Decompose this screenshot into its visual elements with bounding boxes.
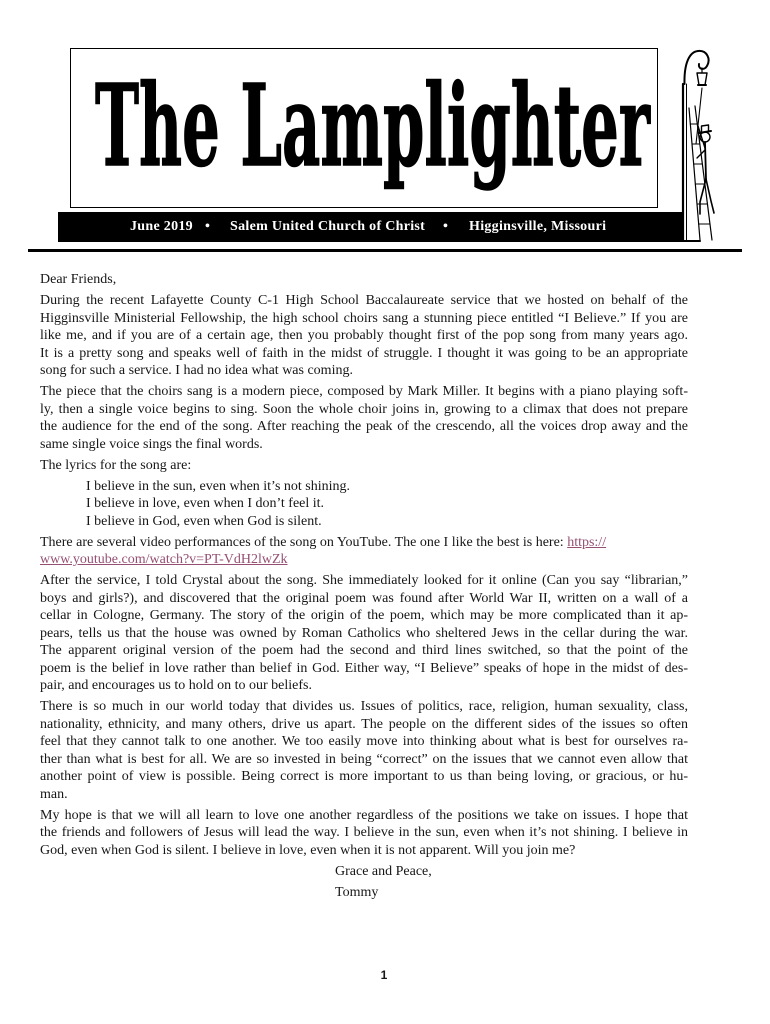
pastor-letter: [40, 271, 688, 905]
paragraph-line: pears, tells us that the house was owned by Roman Catholics who sheltered Jews in the cellar during the war.: [40, 625, 688, 641]
youtube-link[interactable]: https://: [567, 534, 607, 550]
paragraph-line: nationality, ethnicity, and many others, drive us apart. The people on the different sides of the issues so often: [40, 716, 688, 732]
signature-block: [335, 884, 688, 902]
lyric-line: I believe in the sun, even when it’s not shining.: [86, 478, 351, 494]
paragraph: [40, 534, 688, 569]
greeting: Dear Friends,: [40, 272, 117, 287]
paragraph-line: [40, 534, 688, 552]
separator-bullet: •: [205, 219, 211, 234]
paragraph-line: It is a pretty song and speaks well of faith in the midst of struggle. I thought it was going to be an appropriate: [40, 345, 688, 361]
paragraph-line: The lyrics for the song are:: [40, 457, 192, 473]
paragraph-line: boys and girls?), and discovered that the original poem was found after World War II, written on a wall of a: [40, 590, 688, 606]
youtube-link[interactable]: www.youtube.com/watch?v=PT-VdH2lwZk: [40, 552, 288, 567]
paragraph-line: cellar in Cologne, Germany. The story of the origin of the poem, which may be more complicated than it ap-: [40, 608, 688, 623]
text-span: There are several video performances of the song on YouTube. The one I like the best is here:: [40, 534, 568, 550]
sign-off: [335, 863, 688, 881]
closing: Grace and Peace,: [335, 863, 432, 879]
newsletter-title-text: The Lamplighter: [95, 61, 652, 192]
paragraph-line: the friends and followers of Jesus will lead the way. I believe in the sun, even when it’s not shining. I believe in: [40, 825, 688, 840]
paragraph: [40, 698, 688, 803]
issue-date: June 2019: [130, 219, 193, 234]
page-number: 1: [380, 968, 388, 982]
paragraph-line: [40, 551, 688, 569]
separator-bullet: •: [443, 219, 449, 234]
issue-info-bar: [58, 212, 683, 242]
church-location: Higginsville, Missouri: [469, 219, 607, 234]
paragraph-line: poem is the belief in love rather than belief in God. Either way, “I Believe” speaks of hope in the midst of des-: [40, 660, 688, 676]
church-name: Salem United Church of Christ: [230, 219, 426, 234]
paragraph: [40, 383, 688, 453]
paragraph-line: There is so much in our world today that divides us. Issues of politics, race, religion, human sexuality, class,: [40, 699, 688, 714]
paragraph: [40, 572, 688, 695]
paragraph-line: same single voice sings the final words.: [40, 436, 263, 452]
lyrics-block: [86, 478, 688, 531]
paragraph-line: the audience for the end of the song. After reaching the peak of the crescendo, all the voices drop away and the: [40, 419, 688, 434]
lyric-line: I believe in God, even when God is silent.: [86, 513, 322, 529]
paragraph-line: like me, and if you are of a certain age, then you probably thought first of the pop song from many years ago.: [40, 328, 688, 343]
paragraph-line: another point of view is possible. Being correct is more important to us than being loving, or gracious, or hu-: [40, 769, 688, 784]
paragraph-line: Higginsville Ministerial Fellowship, the high school choirs sang a stunning piece entitled “I Believe.” If you are: [40, 310, 688, 326]
paragraph-line: pair, and encourages us to hold on to our beliefs.: [40, 678, 312, 693]
signature: Tommy: [335, 884, 379, 900]
paragraph-line: feel that they cannot talk to one another. We too easily move into thinking about what is best for ourselves ra-: [40, 734, 688, 749]
paragraph-line: God, even when God is silent. I believe in love, even when it is not apparent. Will you join me?: [40, 842, 576, 858]
lantern: [697, 68, 707, 85]
lyric-line: I believe in love, even when I don’t feel it.: [86, 496, 325, 511]
header-divider: [28, 249, 742, 252]
paragraph: [40, 807, 688, 860]
lamplighter-figure: [696, 88, 714, 214]
paragraph: [40, 292, 688, 380]
paragraph-line: The apparent original version of the poem had the second and third lines switched, so that the point of the: [40, 643, 688, 658]
paragraph: [40, 457, 688, 475]
paragraph-line: My hope is that we will all learn to love one another regardless of the positions we take on issues. I hope that: [40, 807, 688, 823]
paragraph-line: ther than what is best for all. We are so invested in being “correct” on the issues that we cannot even allow that: [40, 751, 688, 767]
paragraph-line: song for such a service. I had no idea what was coming.: [40, 363, 353, 378]
paragraph-line: During the recent Lafayette County C-1 High School Baccalaureate service that we hosted on behalf of the: [40, 293, 688, 308]
greeting-paragraph: [40, 271, 688, 289]
newsletter-title: [70, 48, 658, 208]
paragraph-line: ly, then a single voice begins to sing. Soon the whole choir joins in, growing to a climax that does not prepare: [40, 401, 688, 417]
paragraph-line: After the service, I told Crystal about the song. She immediately looked for it online (Can you say “librarian,”: [40, 573, 688, 588]
paragraph-line: man.: [40, 786, 68, 802]
paragraph-line: The piece that the choirs sang is a modern piece, composed by Mark Miller. It begins with a piano playing soft-: [40, 384, 688, 399]
